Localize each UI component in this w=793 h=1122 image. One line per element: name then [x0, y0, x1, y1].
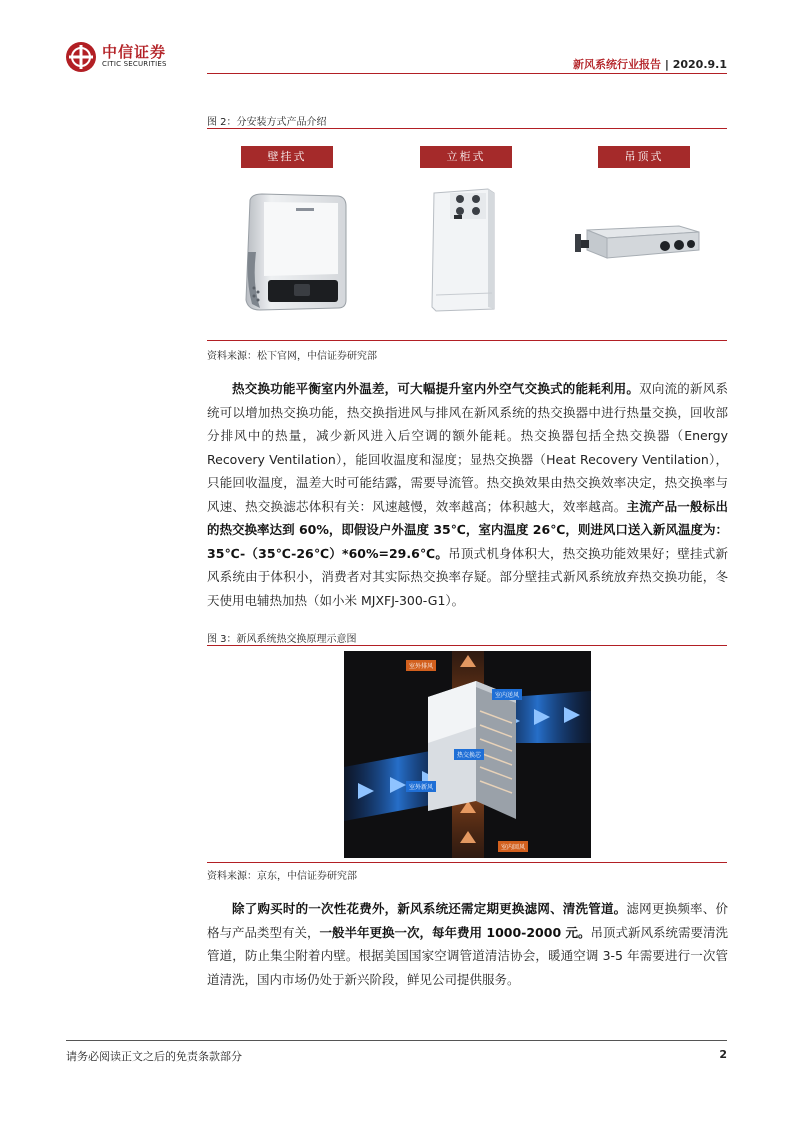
figure3-bottom-rule: [207, 862, 727, 863]
paragraph-maintenance-cost: [207, 897, 728, 991]
figure3-caption: 图 3：新风系统热交换原理示意图: [207, 634, 357, 645]
tag-wall-mounted: 壁挂式: [241, 146, 333, 168]
floor-standing-unit-image: [430, 185, 496, 313]
para2-text-tail: 吊顶式新风系统需要清洗管道，防止集尘附着内壁。根据美国国家空调管道清洁协会，暖通空调 3-5 年需要进行一次管道清洗，国内市场仍处于新兴阶段，鲜见公司提供服务。: [207, 924, 729, 987]
tag-floor-standing: 立柜式: [420, 146, 512, 168]
figure3-top-rule: [207, 645, 727, 646]
para2-text: 滤网更换频率、价格与产品类型有关，: [207, 901, 728, 940]
wall-mounted-unit-image: [238, 192, 350, 314]
header-separator: |: [664, 58, 669, 71]
para1-bold-lead: 热交换功能平衡室内外温差，可大幅提升室内外空气交换式的能耗利用。: [232, 381, 640, 396]
citic-logo: [66, 40, 176, 76]
page-number: 2: [719, 1048, 727, 1061]
heat-exchange-diagram: [344, 651, 591, 858]
para2-bold-lead: 除了购买时的一次性花费外，新风系统还需定期更换滤网、清洗管道。: [232, 901, 627, 916]
header-rule: [207, 73, 727, 74]
logo-mark-icon: [66, 42, 96, 72]
label-indoor-exhaust: 室内回风: [498, 841, 528, 852]
report-title: 新风系统行业报告: [573, 58, 661, 71]
figure2-bottom-rule: [207, 340, 727, 341]
paragraph-heat-exchange: [207, 377, 728, 612]
tag-ceiling-mounted: 吊顶式: [598, 146, 690, 168]
label-outdoor-fresh: 室外新风: [406, 781, 436, 792]
para1-text-tail: 吊顶式机身体积大，热交换功能效果好；壁挂式新风系统由于体积小，消费者对其实际热交换率存疑。部分壁挂式新风系统放弃热交换功能，冬天使用电辅热加热（如小米 MJXFJ-300-G1）。: [207, 545, 728, 608]
ceiling-unit-image: [575, 224, 707, 262]
label-heat-exchange-core: 热交换芯: [454, 749, 484, 760]
header-report-info: [573, 56, 727, 72]
logo-text-en: CITIC SECURITIES: [102, 60, 167, 68]
footer-disclaimer: 请务必阅读正文之后的免责条款部分: [66, 1050, 242, 1063]
label-indoor-supply: 室内送风: [492, 689, 522, 700]
figure2-source: 资料来源：松下官网，中信证券研究部: [207, 351, 377, 362]
figure2-caption: 图 2：分安装方式产品介绍: [207, 117, 327, 128]
report-date: 2020.9.1: [672, 58, 727, 71]
footer-rule: [66, 1040, 727, 1041]
logo-text-cn: 中信证券: [102, 43, 167, 61]
para1-bold-formula: 主流产品一般标出的热交换率达到 60%，即假设户外温度 35℃，室内温度 26℃，则进风口送入新风温度为：35℃-（35℃-26℃）*60%=29.6℃。: [207, 498, 728, 561]
para2-bold-cost: 一般半年更换一次，每年费用 1000-2000 元。: [319, 924, 591, 940]
figure2-top-rule: [207, 128, 727, 129]
figure3-source: 资料来源：京东，中信证券研究部: [207, 871, 357, 882]
para1-text: 双向流的新风系统可以增加热交换功能，热交换指进风与排风在新风系统的热交换器中进行热量交换，回收部分排风中的热量，减少新风进入后空调的额外能耗。热交换器包括全热交换器（Energy Recovery Ventilation），能回收温度和湿度；显热交换器（Heat Recovery Ventilation），只能回收温度，温差大时可能结露，需要导流管。热交换效果由热交换效率决定，热交换率与风速、热交换滤芯体积有关：风速越慢，效率越高；体积越大，效率越高。: [207, 381, 728, 514]
label-outdoor-exhaust: 室外排风: [406, 660, 436, 671]
